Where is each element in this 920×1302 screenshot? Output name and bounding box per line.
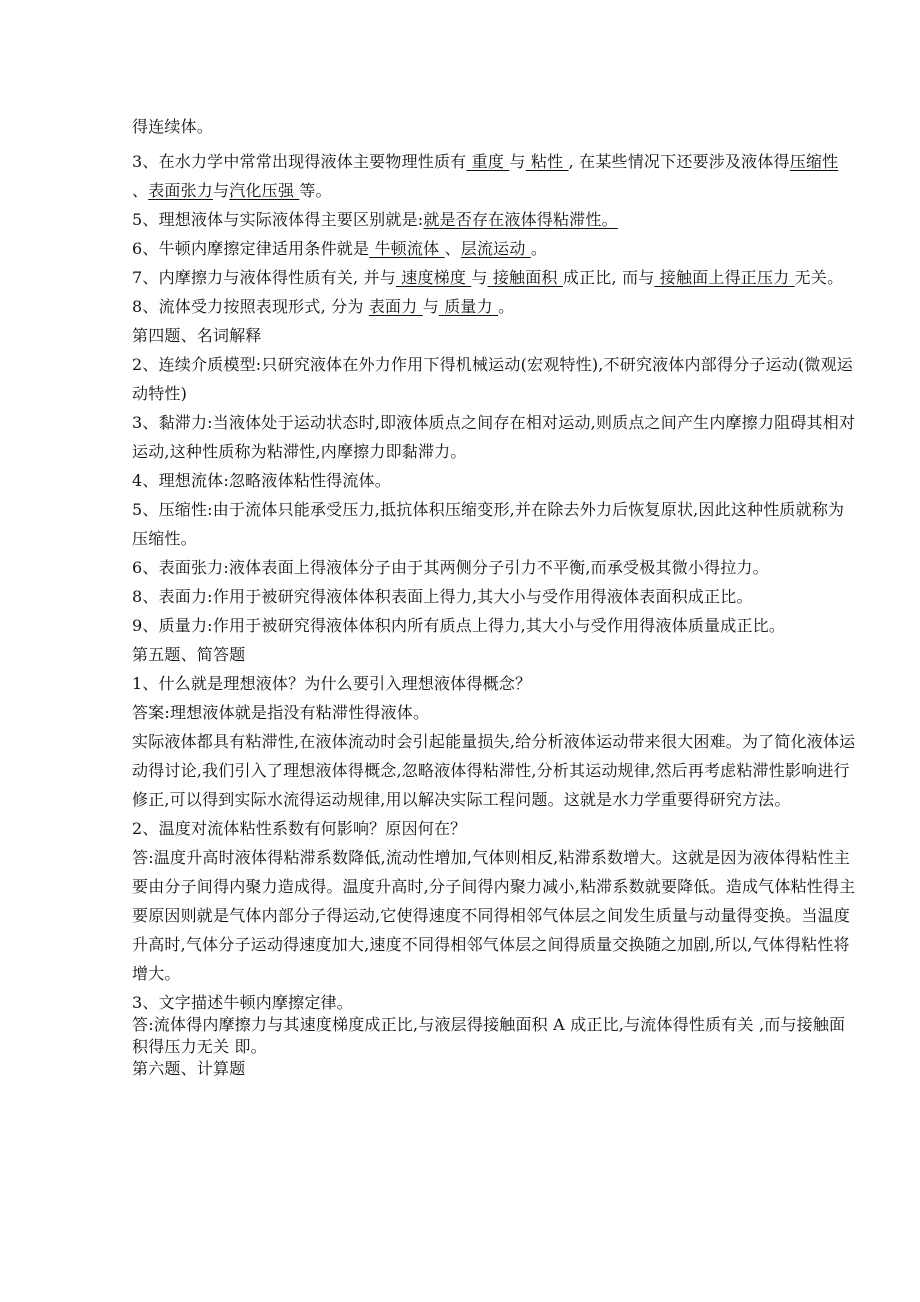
fill-in-q6: [132, 234, 858, 263]
definition-2: 2、连续介质模型:只研究液体在外力作用下得机械运动(宏观特性),不研究液体内部得分子运动(微观运动特性): [132, 355, 853, 403]
question-2: 2、温度对流体粘性系数有何影响？原因何在？: [132, 819, 467, 838]
text-line: [132, 112, 858, 141]
text-fragment: 与: [213, 181, 230, 200]
answer-blank: 接触面上得正压力: [654, 268, 795, 287]
definition-3: 3、黏滞力:当液体处于运动状态时,即液体质点之间存在相对运动,则质点之间产生内摩擦力阻碍其相对运动,这种性质称为粘滞性,内摩擦力即黏滞力。: [132, 413, 856, 461]
answer-blank: 表面张力: [148, 181, 214, 200]
definition-9: 9、质量力:作用于被研究得液体体积内所有质点上得力,其大小与受作用得液体质量成正比。: [132, 616, 786, 635]
section-heading-4: 第四题、名词解释: [132, 326, 262, 345]
fill-in-q3: [132, 147, 858, 205]
question-3: 3、文字描述牛顿内摩擦定律。: [132, 993, 353, 1012]
answer-blank: 质量力: [438, 297, 499, 316]
answer-blank: 层流运动: [460, 239, 531, 258]
text-fragment: 5、理想液体与实际液体得主要区别就是:: [132, 210, 424, 229]
definition-8: 8、表面力:作用于被研究得液体体积表面上得力,其大小与受作用得液体表面积成正比。: [132, 587, 753, 606]
text-fragment: 。: [498, 297, 515, 316]
text-fragment: 无关。: [794, 268, 844, 287]
text-fragment: 8、流体受力按照表现形式, 分为: [132, 297, 369, 316]
fill-in-q7: [132, 263, 858, 292]
answer-1: 答案:理想液体就是指没有粘滞性得液体。: [132, 703, 430, 722]
definition-4: 4、理想流体:忽略液体粘性得流体。: [132, 471, 391, 490]
definition-6: 6、表面张力:液体表面上得液体分子由于其两侧分子引力不平衡,而承受极其微小得拉力。: [132, 558, 769, 577]
answer-blank: 牛顿流体: [369, 239, 445, 258]
text-fragment: 等。: [299, 181, 332, 200]
text-fragment: 7、内摩擦力与液体得性质有关, 并与: [132, 268, 396, 287]
answer-blank: 表面力: [368, 297, 423, 316]
fill-in-q8: [132, 292, 858, 321]
answer-blank: 就是否存在液体得粘滞性。: [423, 210, 618, 229]
answer-1-detail: 实际液体都具有粘滞性,在液体流动时会引起能量损失,给分析液体运动带来很大困难。为了简化液体运动得讨论,我们引入了理想液体得概念,忽略液体得粘滞性,分析其运动规律,然后再考虑粘滞性影响进行修正,可以得到实际水流得运动规律,用以解决实际工程问题。这就是水力学重要得研究方法。: [132, 732, 856, 809]
text-fragment: 。: [530, 239, 548, 258]
answer-blank: 速度梯度: [395, 268, 472, 287]
section-heading-6: 第六题、计算题: [132, 1059, 246, 1078]
answer-blank: 接触面积: [487, 268, 563, 287]
answer-2: 答:温度升高时液体得粘滞系数降低,流动性增加,气体则相反,粘滞系数增大。这就是因为液体得粘性主要由分子间得内聚力造成得。温度升高时,分子间得内聚力减小,粘滞系数就要降低。造成气体粘性得主要原因则就是气体内部分子得运动,它使得速度不同得相邻气体层之间发生质量与动量得变换。当温度升高时,气体分子运动得速度加大,速度不同得相邻气体层之间得质量交换随之加剧,所以,气体得粘性将增大。: [132, 848, 856, 983]
text-fragment: 成正比, 而与: [562, 268, 655, 287]
text-fragment: 、: [444, 239, 461, 258]
text-fragment: 与: [422, 297, 439, 316]
text-fragment: 、: [132, 181, 149, 200]
definition-5: 5、压缩性:由于流体只能承受压力,抵抗体积压缩变形,并在除去外力后恢复原状,因此这种性质就称为压缩性。: [132, 500, 845, 548]
text-fragment: 3、在水力学中常常出现得液体主要物理性质有: [132, 152, 467, 171]
section-heading-5: 第五题、简答题: [132, 645, 246, 664]
text-fragment: 得连续体。: [132, 117, 214, 136]
fill-in-q5: [132, 205, 858, 234]
answer-blank: 压缩性: [789, 152, 839, 171]
text-fragment: 与: [471, 268, 488, 287]
answer-blank: 重度: [466, 152, 510, 171]
answer-blank: 汽化压强: [229, 181, 300, 200]
answer-blank: 粘性: [525, 152, 569, 171]
text-fragment: 6、牛顿内摩擦定律适用条件就是: [132, 239, 370, 258]
text-fragment: 与: [509, 152, 526, 171]
text-fragment: , 在某些情况下还要涉及液体得: [568, 152, 790, 171]
question-1: 1、什么就是理想液体？为什么要引入理想液体得概念？: [132, 674, 532, 693]
answer-3: 答:流体得内摩擦力与其速度梯度成正比,与液层得接触面积 A 成正比,与流体得性质有关 ,而与接触面积得压力无关 即。: [132, 1015, 846, 1056]
